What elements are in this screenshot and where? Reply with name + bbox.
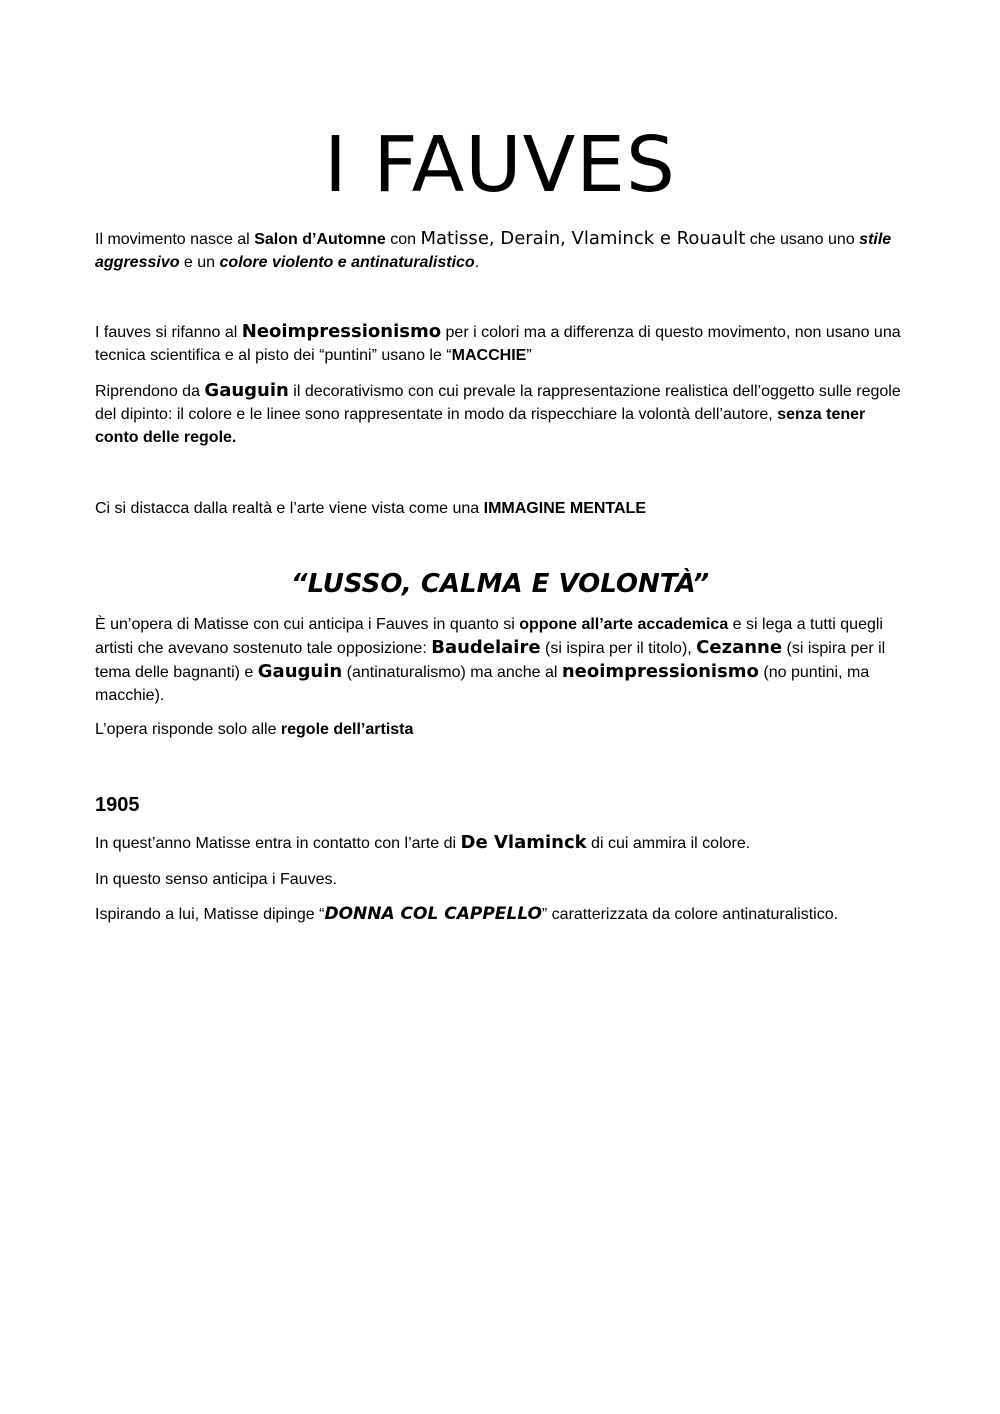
neoimpressionismo-bold: Neoimpressionismo [241,321,442,342]
text-span: Il movimento nasce al [95,231,255,248]
artist-rules-bold: regole dell’artista [280,721,414,738]
text-span: Ci si distacca dalla realtà e l’arte viene vista come una [95,500,484,517]
macchie-bold: MACCHIE [451,347,527,364]
section-title-lusso: “LUSSO, CALMA E VOLONTÀ” [290,569,710,599]
text-span: (no puntini, ma macchie). [95,664,870,704]
document-title: I FAUVES [324,121,676,210]
text-span: I fauves si rifanno al [95,324,242,341]
text-span: che usano uno [745,231,860,248]
text-span: Ispirando a lui, Matisse dipinge “ [95,906,325,923]
text-span: È un’opera di Matisse con cui anticipa i Fauves in quanto si [95,616,520,633]
text-span: L’opera risponde solo alle [95,721,281,738]
paragraph-donna-col-cappello [95,903,905,926]
text-span: e si lega a tutti quegli artisti che avevano sostenuto tale opposizione: [95,616,883,657]
text-span: per i colori ma a differenza di questo movimento, non usano una tecnica scientifica e al pisto dei “puntini” usano le “ [95,324,901,364]
text-span: In questo senso anticipa i Fauves. [95,871,337,888]
gauguin-bold: Gauguin [204,380,289,401]
text-span: (antinaturalismo) ma anche al [342,664,562,681]
cezanne-bold: Cezanne [696,637,783,658]
mental-image-bold: IMMAGINE MENTALE [483,500,646,517]
text-span: . [474,254,480,271]
artists-names: Matisse, Derain, Vlaminck e Rouault [420,228,746,249]
text-span: Riprendono da [95,383,205,400]
text-span: di cui ammira il colore. [586,835,751,852]
rules-bold: senza tener conto delle regole. [95,406,866,446]
paragraph-origin [95,227,905,274]
academic-art-bold: oppone all’arte accademica [519,616,729,633]
text-span: e un [179,254,220,271]
text-span: In quest’anno Matisse entra in contatto con l’arte di [95,835,461,852]
paragraph-de-vlaminck [95,831,905,855]
text-span: (si ispira per il tema delle bagnanti) e [95,640,886,681]
paragraph-neoimpressionism [95,320,905,367]
violent-color-bold-italic: colore violento e antinaturalistico [219,254,475,271]
gauguin-bold: Gauguin [257,661,343,682]
donna-col-cappello-bold-italic: DONNA COL CAPPELLO [324,904,542,924]
paragraph-gauguin [95,379,905,449]
salon-automne-bold: Salon d’Automne [254,231,386,248]
de-vlaminck-bold: De Vlaminck [460,832,587,853]
text-span: con [385,231,421,248]
paragraph-anticipates [95,868,905,891]
paragraph-mental-image [95,497,905,520]
text-span: il decorativismo con cui prevale la rappresentazione realistica dell’oggetto sulle regole del dipinto: il colore e le linee sono rappresentate in modo da rispecchiare la volontà dell’autore, [95,383,901,423]
paragraph-lusso-description [95,613,905,707]
paragraph-artist-rules [95,718,905,741]
text-span: ” caratterizzata da colore antinaturalistico. [541,906,839,923]
aggressive-style-bold-italic: stile aggressivo [95,231,892,271]
text-span: ” [526,347,532,364]
baudelaire-bold: Baudelaire [431,637,541,658]
neoimpressionismo-bold: neoimpressionismo [561,661,759,682]
text-span: (si ispira per il titolo), [540,640,697,657]
section-title-year: 1905 [95,794,140,816]
